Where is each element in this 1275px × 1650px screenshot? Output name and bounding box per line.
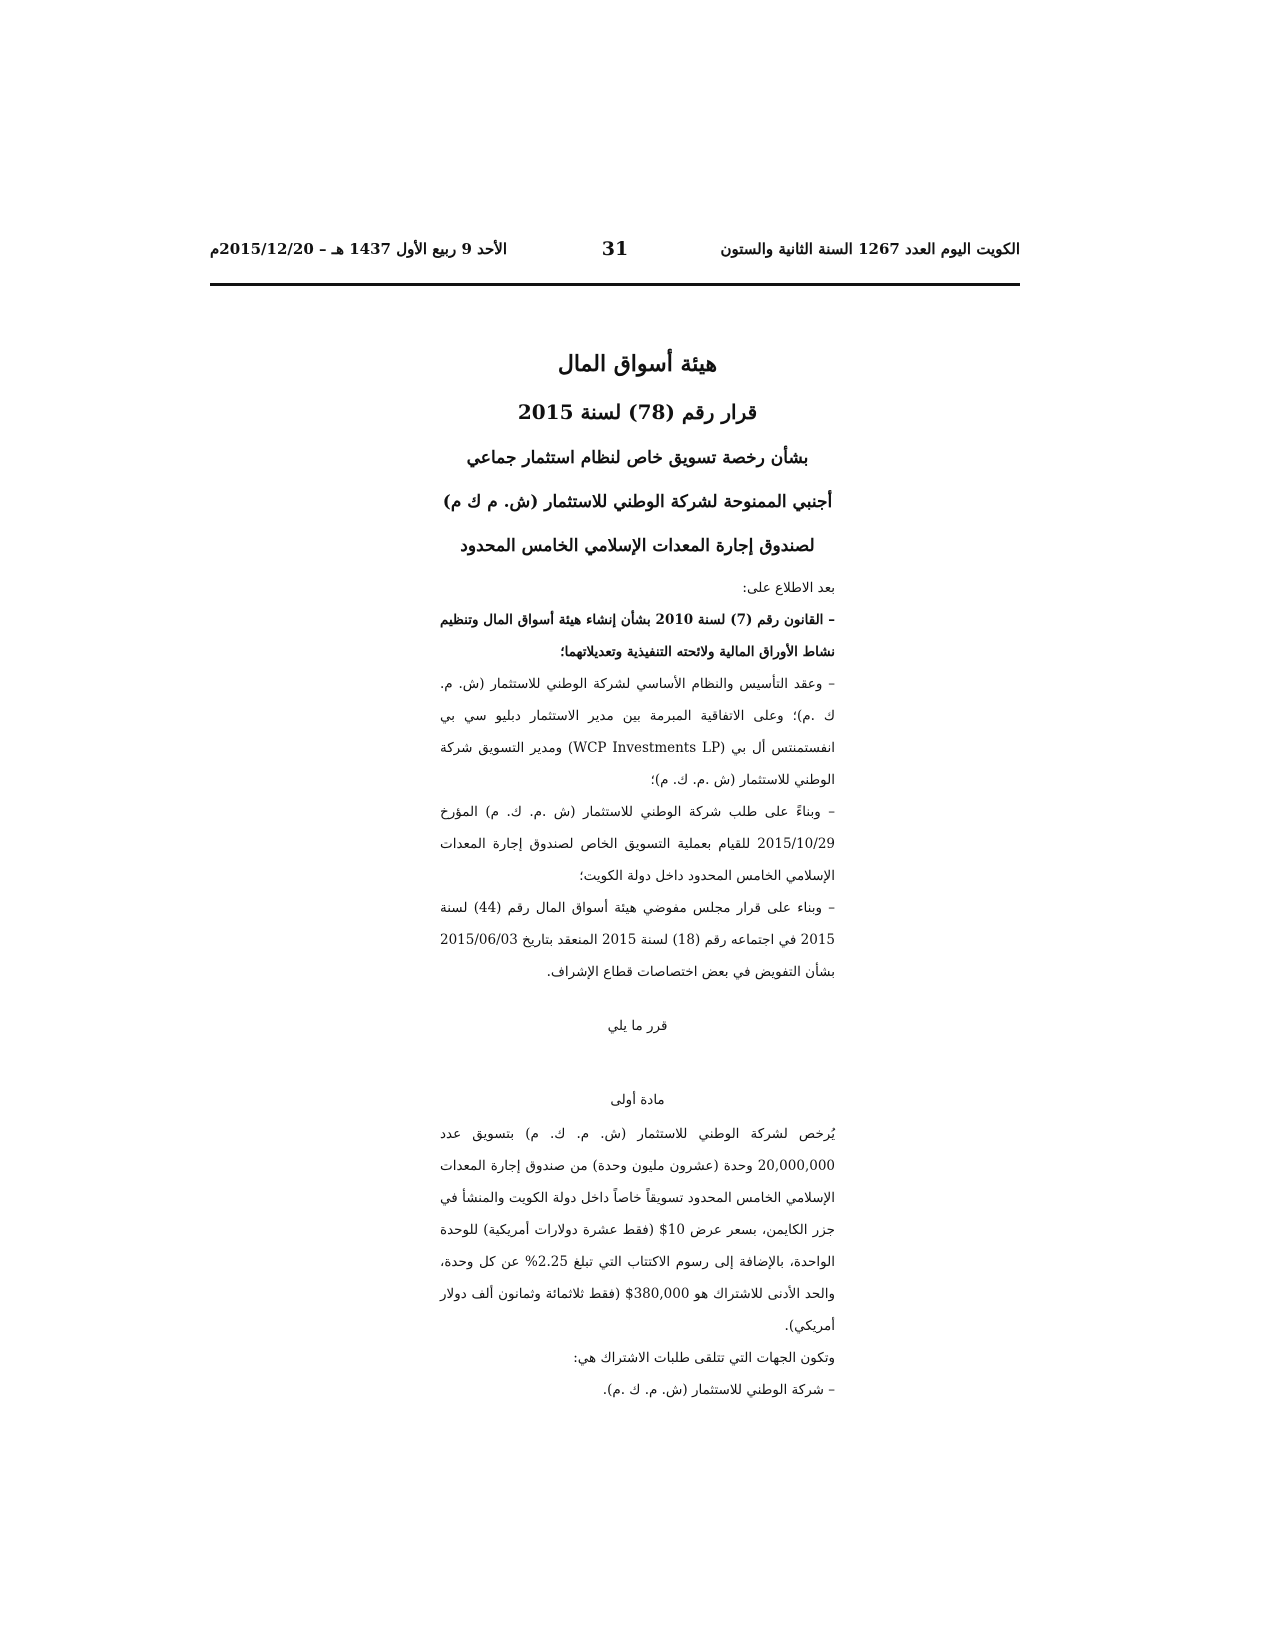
- gazette-date: الأحد 9 ربيع الأول 1437 هـ – 2015/12/20م: [210, 240, 507, 258]
- gazette-header: [210, 240, 1020, 270]
- subject-line-1: بشأن رخصة تسويق خاص لنظام استثمار جماعي: [466, 448, 809, 468]
- recital-2: – وعقد التأسيس والنظام الأساسي لشركة الوطني للاستثمار (ش. م. ك .م)؛ وعلى الاتفاقية المبرمة بين مدير الاستثمار دبليو سي بي انفستمنتس أل بي (WCP Investments LP) ومدير التسويق شركة الوطني للاستثمار (ش .م. ك. م)؛: [440, 676, 835, 788]
- resolved-heading: قرر ما يلي: [607, 1018, 668, 1034]
- decision-number: قرار رقم (78) لسنة 2015: [517, 400, 758, 424]
- subject-line-3: لصندوق إجارة المعدات الإسلامي الخامس المحدود: [460, 536, 815, 556]
- authority-title: هيئة أسواق المال: [557, 351, 718, 377]
- article-title: مادة أولى: [610, 1092, 665, 1108]
- preamble: بعد الاطلاع على:: [742, 580, 835, 596]
- entities-intro: وتكون الجهات التي تتلقى طلبات الاشتراك هي:: [573, 1350, 835, 1366]
- recital-1: – القانون رقم (7) لسنة 2010 بشأن إنشاء هيئة أسواق المال وتنظيم نشاط الأوراق المالية ولائحته التنفيذية وتعديلاتهما؛: [440, 612, 835, 660]
- entity-item: – شركة الوطني للاستثمار (ش. م. ك .م).: [602, 1382, 835, 1398]
- article-body: يُرخص لشركة الوطني للاستثمار (ش. م. ك. م) بتسويق عدد 20,000,000 وحدة (عشرون مليون وحدة) من صندوق إجارة المعدات الإسلامي الخامس المحدود تسويقاً خاصاً داخل دولة الكويت والمنشأ في جزر الكايمن، بسعر عرض 10$ (فقط عشرة دولارات أمريكية) للوحدة الواحدة، بالإضافة إلى رسوم الاكتتاب التي تبلغ 2.25% عن كل وحدة، والحد الأدنى للاشتراك هو 380,000$ (فقط ثلاثمائة وثمانون ألف دولار أمريكي).: [440, 1126, 835, 1334]
- gazette-issue-info: الكويت اليوم العدد 1267 السنة الثانية والستون: [720, 240, 1020, 258]
- header-rule: [210, 283, 1020, 286]
- subject-line-2: أجنبي الممنوحة لشركة الوطني للاستثمار (ش. م ك م): [442, 492, 833, 512]
- recital-3: – وبناءً على طلب شركة الوطني للاستثمار (ش .م. ك. م) المؤرخ 2015/10/29 للقيام بعملية التسويق الخاص لصندوق إجارة المعدات الإسلامي الخامس المحدود داخل دولة الكويت؛: [440, 804, 835, 884]
- document-body: [440, 350, 835, 1406]
- page-number: 31: [601, 238, 629, 260]
- recital-4: – وبناء على قرار مجلس مفوضي هيئة أسواق المال رقم (44) لسنة 2015 في اجتماعه رقم (18) لسنة 2015 المنعقد بتاريخ 2015/06/03 بشأن التفويض في بعض اختصاصات قطاع الإشراف.: [440, 900, 836, 980]
